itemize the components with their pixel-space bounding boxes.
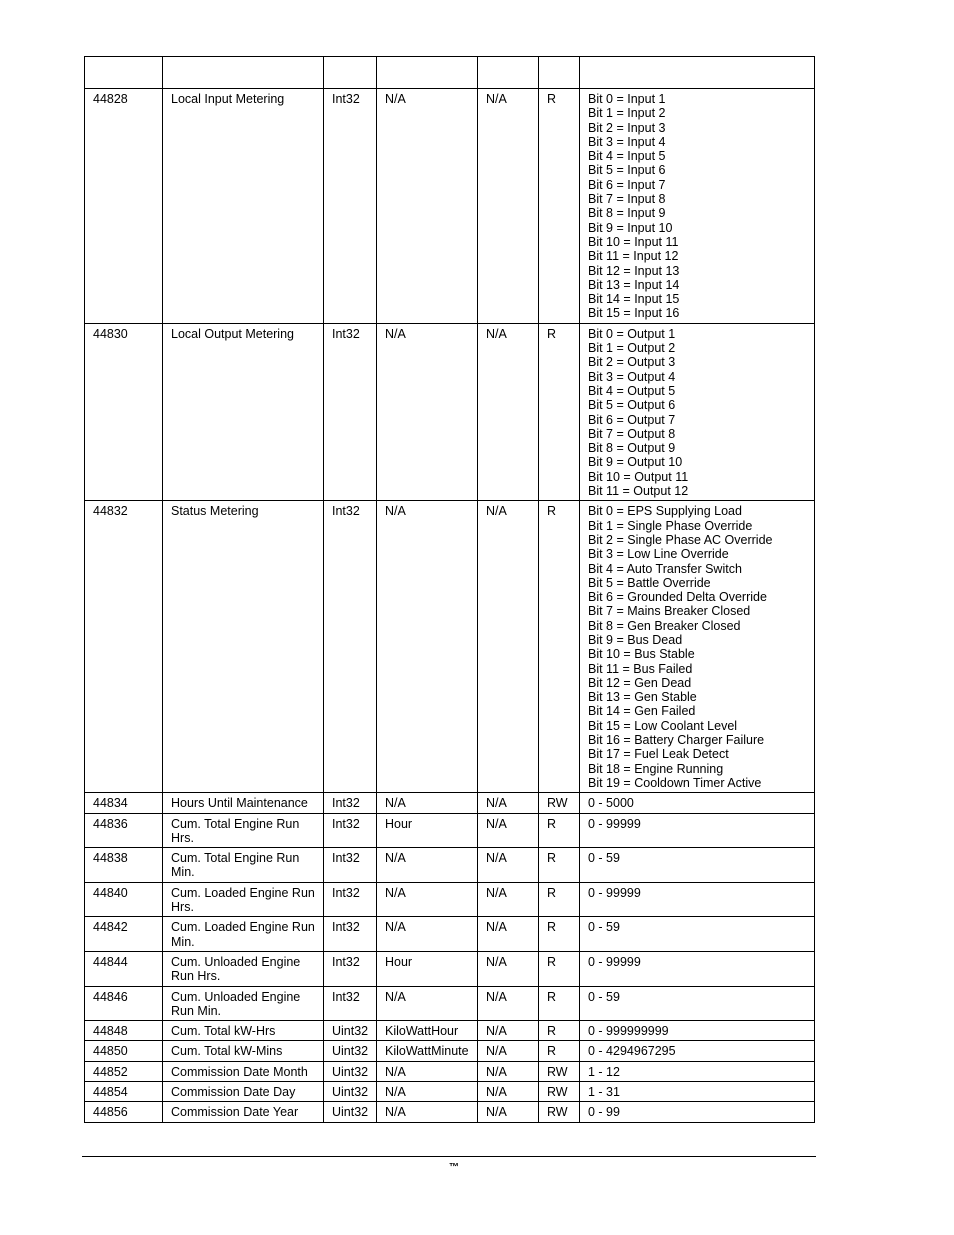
register-cell: 44830 [85, 323, 163, 501]
units-cell: N/A [377, 1102, 478, 1122]
data-type-cell: Uint32 [324, 1061, 377, 1081]
value-line: 0 - 99 [588, 1105, 620, 1120]
scale-cell: N/A [478, 1041, 539, 1061]
units-cell: N/A [377, 848, 478, 883]
value-line: Bit 8 = Input 9 [588, 206, 666, 221]
values-cell [580, 501, 815, 793]
units-cell: N/A [377, 986, 478, 1021]
value-line: Bit 5 = Battle Override [588, 575, 711, 590]
scale-cell: N/A [478, 793, 539, 813]
description-cell: Local Output Metering [163, 323, 324, 501]
value-line: 0 - 59 [588, 920, 620, 935]
access-cell: R [539, 951, 580, 986]
value-line: Bit 5 = Input 6 [588, 163, 666, 178]
value-line: 0 - 4294967295 [588, 1044, 676, 1059]
value-line: 0 - 59 [588, 989, 620, 1004]
value-line: Bit 12 = Gen Dead [588, 675, 692, 690]
value-line: Bit 2 = Single Phase AC Override [588, 532, 773, 547]
value-line: Bit 18 = Engine Running [588, 761, 724, 776]
value-line: Bit 11 = Bus Failed [588, 661, 693, 676]
value-line: Bit 1 = Output 2 [588, 341, 676, 356]
value-line: Bit 14 = Gen Failed [588, 704, 696, 719]
values-cell [580, 1102, 815, 1122]
description-cell: Cum. Total Engine Run Hrs. [163, 813, 324, 848]
register-table [84, 56, 815, 1123]
scale-cell: N/A [478, 813, 539, 848]
value-line: Bit 13 = Input 14 [588, 277, 680, 292]
header-cell [539, 57, 580, 89]
access-cell: R [539, 501, 580, 793]
value-line: Bit 6 = Input 7 [588, 177, 666, 192]
data-type-cell: Int32 [324, 89, 377, 324]
description-cell: Cum. Unloaded Engine Run Hrs. [163, 951, 324, 986]
register-cell: 44848 [85, 1021, 163, 1041]
description-cell: Commission Date Month [163, 1061, 324, 1081]
description-cell: Local Input Metering [163, 89, 324, 324]
table-row [85, 1041, 815, 1061]
value-line: Bit 3 = Low Line Override [588, 547, 729, 562]
table-row [85, 89, 815, 324]
value-line: Bit 10 = Input 11 [588, 234, 679, 249]
value-line: Bit 2 = Input 3 [588, 120, 666, 135]
data-type-cell: Int32 [324, 813, 377, 848]
footer-divider [82, 1156, 816, 1157]
table-row [85, 813, 815, 848]
values-cell [580, 848, 815, 883]
value-line: Bit 3 = Output 4 [588, 369, 676, 384]
table-row [85, 1061, 815, 1081]
access-cell: R [539, 1021, 580, 1041]
data-type-cell: Int32 [324, 986, 377, 1021]
register-cell: 44846 [85, 986, 163, 1021]
table-body [85, 57, 815, 1123]
description-cell: Commission Date Year [163, 1102, 324, 1122]
table-row [85, 917, 815, 952]
values-cell [580, 986, 815, 1021]
description-cell: Cum. Total kW-Hrs [163, 1021, 324, 1041]
access-cell: R [539, 986, 580, 1021]
description-cell: Cum. Total kW-Mins [163, 1041, 324, 1061]
scale-cell: N/A [478, 323, 539, 501]
units-cell: Hour [377, 813, 478, 848]
value-line: Bit 1 = Single Phase Override [588, 518, 753, 533]
header-cell [85, 57, 163, 89]
data-type-cell: Uint32 [324, 1102, 377, 1122]
units-cell: N/A [377, 793, 478, 813]
data-type-cell: Int32 [324, 501, 377, 793]
value-line: Bit 8 = Output 9 [588, 441, 676, 456]
register-cell: 44856 [85, 1102, 163, 1122]
register-cell: 44852 [85, 1061, 163, 1081]
value-line: Bit 0 = Input 1 [588, 92, 666, 106]
scale-cell: N/A [478, 848, 539, 883]
value-line: 0 - 99999 [588, 954, 641, 969]
register-cell: 44850 [85, 1041, 163, 1061]
value-line: Bit 15 = Low Coolant Level [588, 718, 738, 733]
table-row [85, 986, 815, 1021]
value-line: Bit 0 = EPS Supplying Load [588, 504, 742, 519]
scale-cell: N/A [478, 986, 539, 1021]
description-cell: Cum. Unloaded Engine Run Min. [163, 986, 324, 1021]
data-type-cell: Int32 [324, 848, 377, 883]
description-cell: Commission Date Day [163, 1082, 324, 1102]
register-cell: 44844 [85, 951, 163, 986]
scale-cell: N/A [478, 1021, 539, 1041]
values-cell [580, 323, 815, 501]
scale-cell: N/A [478, 917, 539, 952]
register-cell: 44834 [85, 793, 163, 813]
scale-cell: N/A [478, 1082, 539, 1102]
units-cell: N/A [377, 1061, 478, 1081]
register-cell: 44832 [85, 501, 163, 793]
access-cell: R [539, 917, 580, 952]
value-line: Bit 4 = Input 5 [588, 149, 666, 164]
table-row [85, 323, 815, 501]
table-row [85, 848, 815, 883]
table-row [85, 1021, 815, 1041]
value-line: 0 - 99999 [588, 885, 641, 900]
units-cell: N/A [377, 882, 478, 917]
scale-cell: N/A [478, 882, 539, 917]
value-line: Bit 6 = Grounded Delta Override [588, 590, 767, 605]
value-line: Bit 11 = Output 12 [588, 484, 689, 499]
access-cell: R [539, 323, 580, 501]
scale-cell: N/A [478, 89, 539, 324]
value-line: Bit 11 = Input 12 [588, 249, 679, 264]
value-line: Bit 9 = Input 10 [588, 220, 673, 235]
value-line: 0 - 5000 [588, 796, 634, 811]
description-cell: Cum. Loaded Engine Run Min. [163, 917, 324, 952]
value-line: 1 - 31 [588, 1085, 620, 1099]
table-row [85, 793, 815, 813]
value-line: Bit 7 = Mains Breaker Closed [588, 604, 751, 619]
value-line: Bit 7 = Input 8 [588, 192, 666, 207]
value-line: Bit 0 = Output 1 [588, 326, 676, 341]
value-line: Bit 10 = Output 11 [588, 469, 689, 484]
access-cell: RW [539, 1061, 580, 1081]
access-cell: R [539, 848, 580, 883]
value-line: Bit 8 = Gen Breaker Closed [588, 618, 741, 633]
value-line: 0 - 99999 [588, 816, 641, 831]
description-cell: Hours Until Maintenance [163, 793, 324, 813]
value-line: Bit 3 = Input 4 [588, 134, 666, 149]
header-cell [580, 57, 815, 89]
table-row [85, 951, 815, 986]
table-header-row [85, 57, 815, 89]
units-cell: KiloWattHour [377, 1021, 478, 1041]
values-cell [580, 1041, 815, 1061]
values-cell [580, 1061, 815, 1081]
value-line: Bit 12 = Input 13 [588, 263, 680, 278]
data-type-cell: Int32 [324, 323, 377, 501]
units-cell: N/A [377, 501, 478, 793]
values-cell [580, 1082, 815, 1102]
trademark-mark: ™ [449, 1162, 459, 1173]
units-cell: N/A [377, 323, 478, 501]
values-cell [580, 793, 815, 813]
value-line: 0 - 999999999 [588, 1024, 669, 1039]
value-line: Bit 4 = Auto Transfer Switch [588, 561, 742, 576]
access-cell: R [539, 89, 580, 324]
data-type-cell: Uint32 [324, 1082, 377, 1102]
units-cell: Hour [377, 951, 478, 986]
scale-cell: N/A [478, 951, 539, 986]
data-type-cell: Int32 [324, 882, 377, 917]
table-row [85, 1102, 815, 1122]
access-cell: R [539, 813, 580, 848]
value-line: Bit 10 = Bus Stable [588, 647, 695, 662]
header-cell [163, 57, 324, 89]
values-cell [580, 951, 815, 986]
description-cell: Cum. Total Engine Run Min. [163, 848, 324, 883]
units-cell: N/A [377, 1082, 478, 1102]
data-type-cell: Int32 [324, 793, 377, 813]
value-line: Bit 2 = Output 3 [588, 355, 676, 370]
value-line: Bit 4 = Output 5 [588, 383, 676, 398]
values-cell [580, 917, 815, 952]
access-cell: R [539, 882, 580, 917]
value-line: 0 - 59 [588, 851, 620, 866]
units-cell: N/A [377, 89, 478, 324]
register-cell: 44842 [85, 917, 163, 952]
header-cell [478, 57, 539, 89]
register-cell: 44840 [85, 882, 163, 917]
header-cell [377, 57, 478, 89]
value-line: Bit 5 = Output 6 [588, 398, 676, 413]
data-type-cell: Int32 [324, 951, 377, 986]
table-row [85, 1082, 815, 1102]
values-cell [580, 1021, 815, 1041]
value-line: Bit 7 = Output 8 [588, 426, 676, 441]
description-cell: Status Metering [163, 501, 324, 793]
value-line: 1 - 12 [588, 1064, 620, 1079]
register-cell: 44836 [85, 813, 163, 848]
data-type-cell: Uint32 [324, 1021, 377, 1041]
values-cell [580, 813, 815, 848]
value-line: Bit 19 = Cooldown Timer Active [588, 775, 762, 790]
scale-cell: N/A [478, 1061, 539, 1081]
value-line: Bit 9 = Output 10 [588, 455, 683, 470]
scale-cell: N/A [478, 1102, 539, 1122]
values-cell [580, 89, 815, 324]
value-line: Bit 1 = Input 2 [588, 106, 666, 121]
data-type-cell: Uint32 [324, 1041, 377, 1061]
description-cell: Cum. Loaded Engine Run Hrs. [163, 882, 324, 917]
register-cell: 44854 [85, 1082, 163, 1102]
header-cell [324, 57, 377, 89]
scale-cell: N/A [478, 501, 539, 793]
data-type-cell: Int32 [324, 917, 377, 952]
access-cell: RW [539, 793, 580, 813]
value-line: Bit 16 = Battery Charger Failure [588, 733, 765, 748]
register-cell: 44828 [85, 89, 163, 324]
access-cell: RW [539, 1102, 580, 1122]
value-line: Bit 9 = Bus Dead [588, 632, 683, 647]
access-cell: R [539, 1041, 580, 1061]
values-cell [580, 882, 815, 917]
units-cell: KiloWattMinute [377, 1041, 478, 1061]
value-line: Bit 14 = Input 15 [588, 292, 680, 307]
value-line: Bit 6 = Output 7 [588, 412, 676, 427]
units-cell: N/A [377, 917, 478, 952]
access-cell: RW [539, 1082, 580, 1102]
value-line: Bit 17 = Fuel Leak Detect [588, 747, 729, 762]
table-row [85, 501, 815, 793]
register-cell: 44838 [85, 848, 163, 883]
table-row [85, 882, 815, 917]
value-line: Bit 13 = Gen Stable [588, 690, 697, 705]
value-line: Bit 15 = Input 16 [588, 306, 680, 321]
